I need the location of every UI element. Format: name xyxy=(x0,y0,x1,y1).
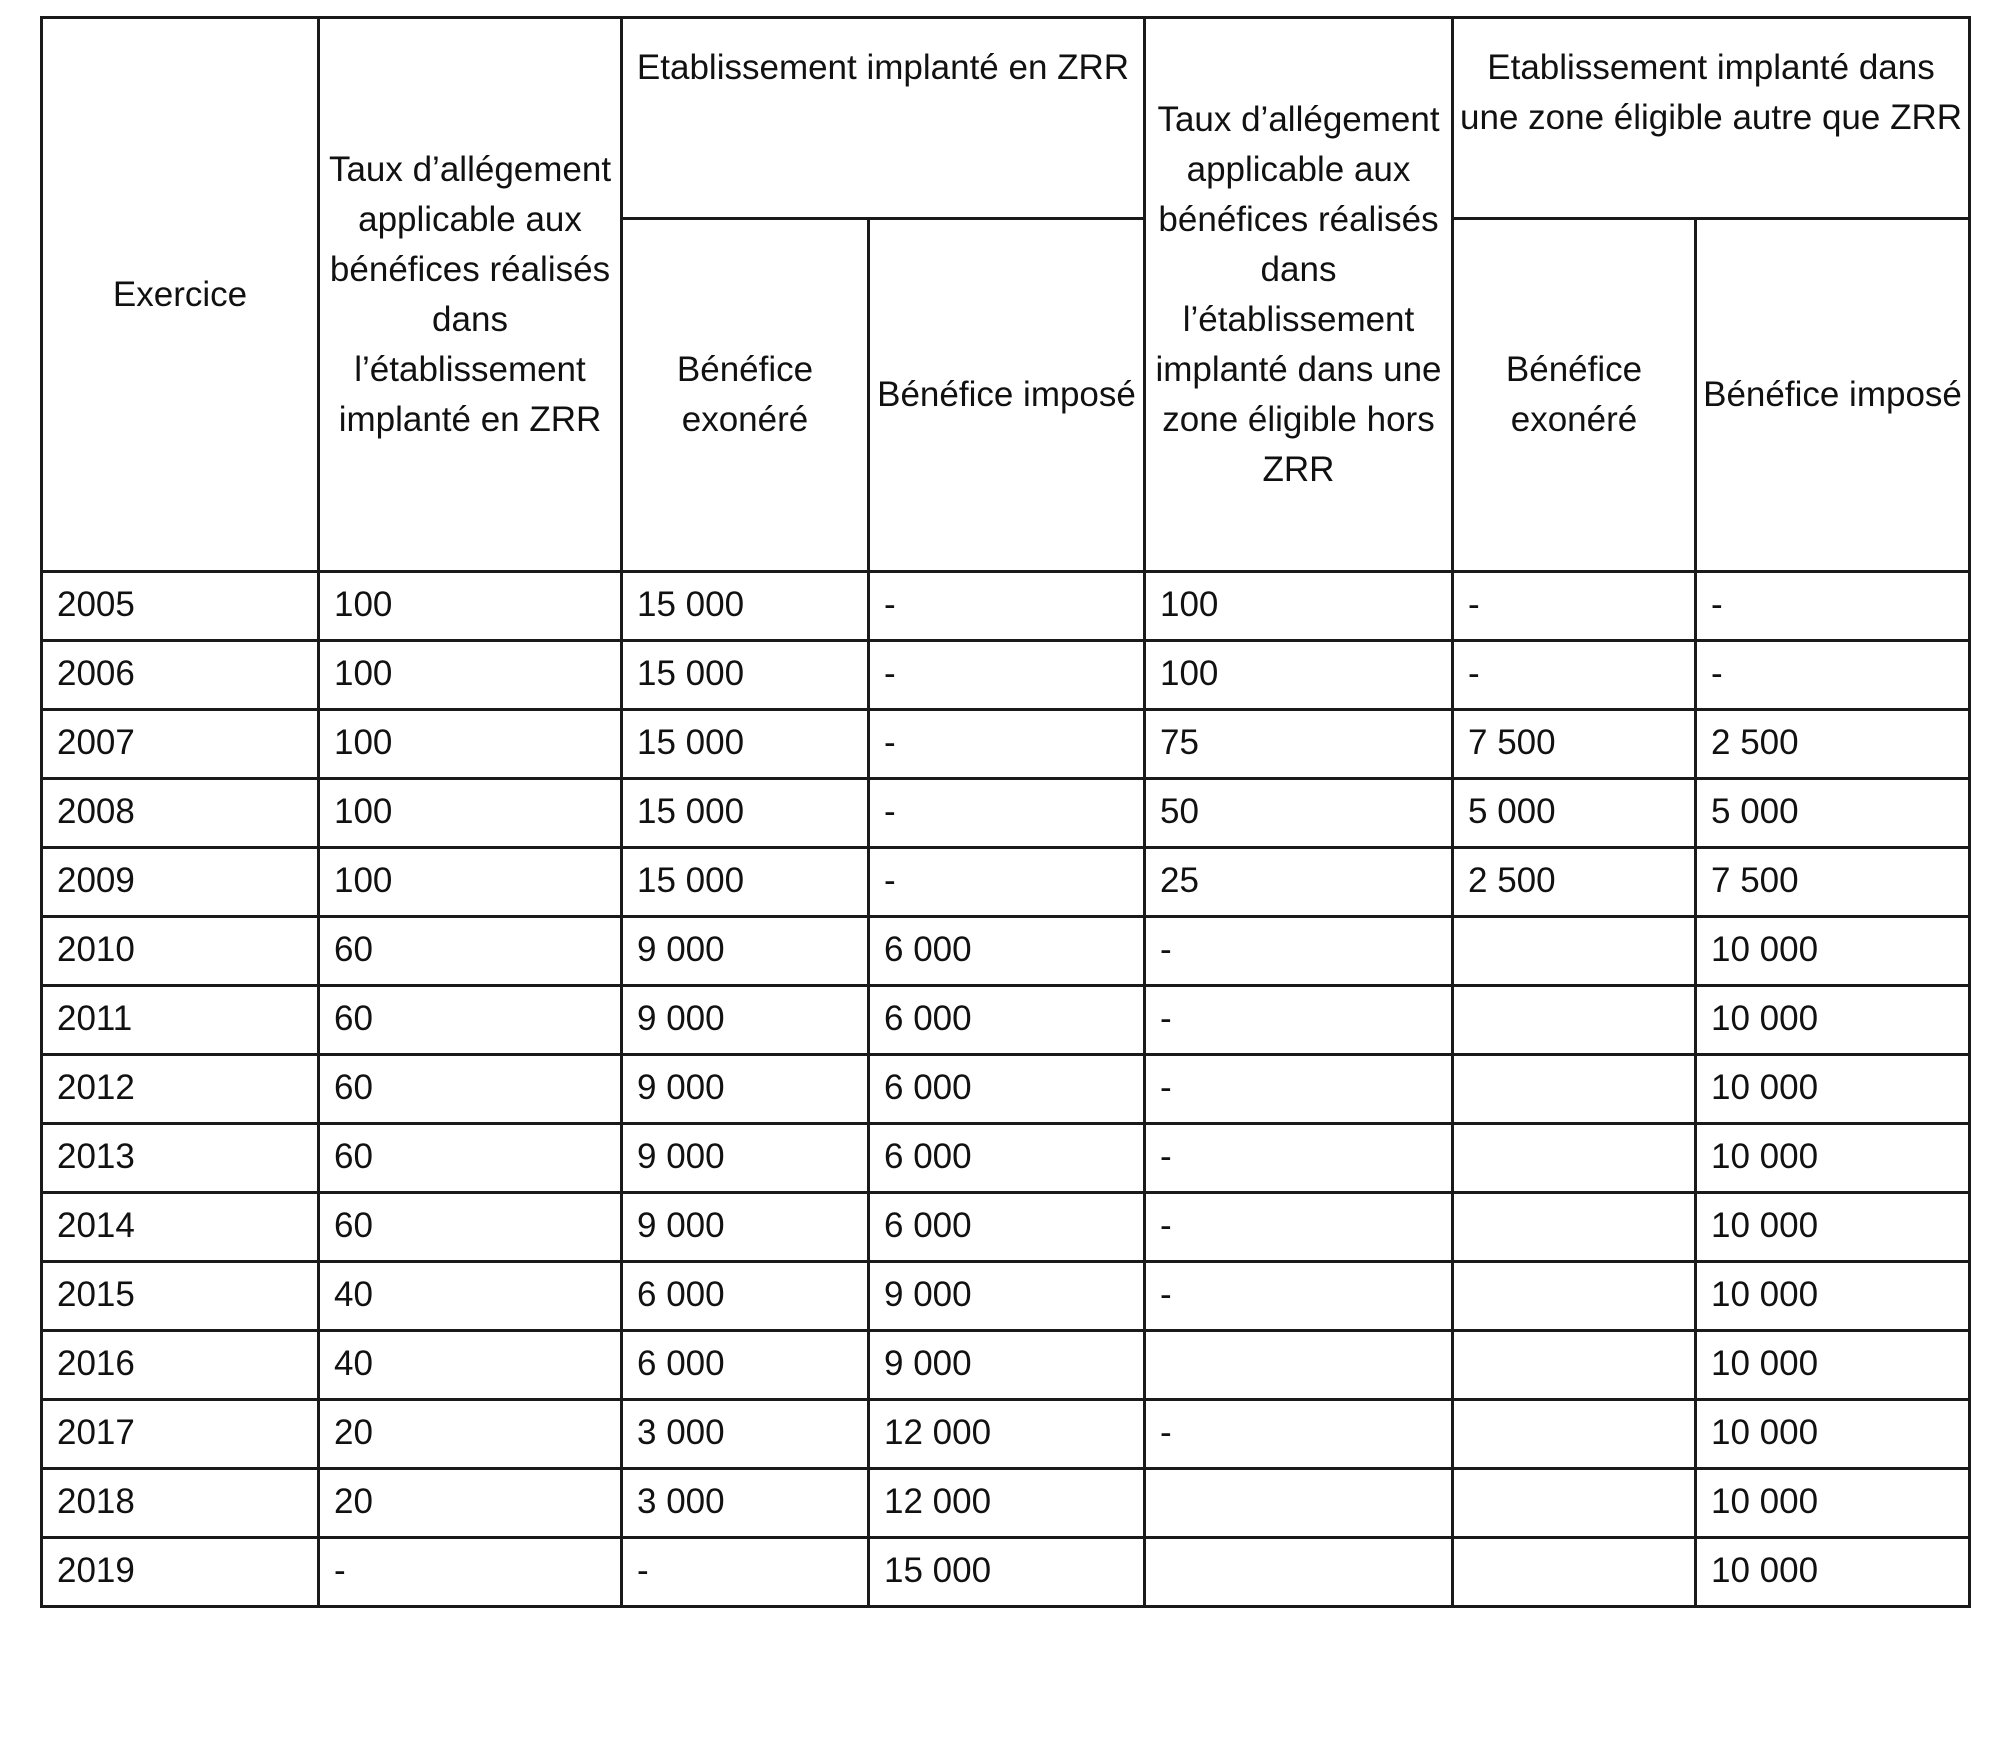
benefice-exonere-zrr-cell: 9 000 xyxy=(622,986,869,1055)
benefice-exonere-zrr-cell: 6 000 xyxy=(622,1331,869,1400)
benefice-impose-autre-cell: 10 000 xyxy=(1696,1262,1970,1331)
taux-zrr-cell: 20 xyxy=(319,1469,622,1538)
exercice-cell: 2005 xyxy=(42,572,319,641)
benefice-impose-autre-cell: - xyxy=(1696,572,1970,641)
benefice-exonere-zrr-cell: 6 000 xyxy=(622,1262,869,1331)
benefice-impose-autre-cell: 2 500 xyxy=(1696,710,1970,779)
header-benefice-exonere-autre: Bénéfice exonéré xyxy=(1453,219,1696,572)
benefice-exonere-zrr-cell: 9 000 xyxy=(622,1055,869,1124)
exercice-cell: 2018 xyxy=(42,1469,319,1538)
table-row xyxy=(42,1055,1970,1124)
exercice-cell: 2019 xyxy=(42,1538,319,1607)
benefice-impose-autre-cell: 10 000 xyxy=(1696,917,1970,986)
benefice-impose-zrr-cell: 6 000 xyxy=(869,1193,1145,1262)
benefice-exonere-zrr-cell: 9 000 xyxy=(622,917,869,986)
exercice-cell: 2015 xyxy=(42,1262,319,1331)
table-row xyxy=(42,917,1970,986)
header-taux-hors-zrr: Taux d’allégement applicable aux bénéfices réalisés dans l’établissement implanté dans une zone éligible hors ZRR xyxy=(1145,18,1453,572)
benefice-impose-autre-cell: 10 000 xyxy=(1696,1331,1970,1400)
benefice-impose-zrr-cell: - xyxy=(869,641,1145,710)
exercice-cell: 2012 xyxy=(42,1055,319,1124)
benefice-exonere-autre-cell xyxy=(1453,1400,1696,1469)
benefice-exonere-autre-cell xyxy=(1453,986,1696,1055)
taux-zrr-cell: 20 xyxy=(319,1400,622,1469)
benefice-impose-autre-cell: 10 000 xyxy=(1696,1055,1970,1124)
benefice-impose-zrr-cell: 6 000 xyxy=(869,1124,1145,1193)
benefice-impose-zrr-cell: 6 000 xyxy=(869,986,1145,1055)
benefice-impose-zrr-cell: 6 000 xyxy=(869,917,1145,986)
benefice-impose-autre-cell: - xyxy=(1696,641,1970,710)
exercice-cell: 2013 xyxy=(42,1124,319,1193)
table-row xyxy=(42,848,1970,917)
taux-hors-zrr-cell: - xyxy=(1145,1193,1453,1262)
benefice-impose-zrr-cell: 12 000 xyxy=(869,1469,1145,1538)
benefice-exonere-autre-cell: 7 500 xyxy=(1453,710,1696,779)
taux-zrr-cell: 40 xyxy=(319,1262,622,1331)
benefice-exonere-autre-cell xyxy=(1453,1193,1696,1262)
benefice-exonere-autre-cell: - xyxy=(1453,641,1696,710)
benefice-exonere-autre-cell xyxy=(1453,917,1696,986)
taux-hors-zrr-cell xyxy=(1145,1469,1453,1538)
taux-zrr-cell: 40 xyxy=(319,1331,622,1400)
header-benefice-exonere-zrr: Bénéfice exonéré xyxy=(622,219,869,572)
benefice-exonere-zrr-cell: 3 000 xyxy=(622,1400,869,1469)
benefice-exonere-autre-cell: 5 000 xyxy=(1453,779,1696,848)
benefice-exonere-autre-cell xyxy=(1453,1262,1696,1331)
header-etablissement-autre-zone: Etablissement implanté dans une zone éligible autre que ZRR xyxy=(1453,18,1970,219)
exercice-cell: 2006 xyxy=(42,641,319,710)
benefice-impose-zrr-cell: 9 000 xyxy=(869,1331,1145,1400)
table-body xyxy=(42,572,1970,1607)
taux-zrr-cell: 100 xyxy=(319,572,622,641)
table-row xyxy=(42,1193,1970,1262)
taux-hors-zrr-cell: - xyxy=(1145,1124,1453,1193)
table-row xyxy=(42,1262,1970,1331)
taux-hors-zrr-cell xyxy=(1145,1331,1453,1400)
taux-zrr-cell: 60 xyxy=(319,917,622,986)
taux-hors-zrr-cell: - xyxy=(1145,1055,1453,1124)
benefice-exonere-zrr-cell: 9 000 xyxy=(622,1193,869,1262)
table-row xyxy=(42,1400,1970,1469)
header-exercice: Exercice xyxy=(42,18,319,572)
benefice-impose-autre-cell: 10 000 xyxy=(1696,1124,1970,1193)
taux-hors-zrr-cell xyxy=(1145,1538,1453,1607)
table-row xyxy=(42,779,1970,848)
taux-hors-zrr-cell: - xyxy=(1145,1262,1453,1331)
header-taux-zrr: Taux d’allégement applicable aux bénéfices réalisés dans l’établissement implanté en ZRR xyxy=(319,18,622,572)
taux-zrr-cell: 100 xyxy=(319,641,622,710)
taux-zrr-cell: - xyxy=(319,1538,622,1607)
taux-hors-zrr-cell: 75 xyxy=(1145,710,1453,779)
benefice-impose-autre-cell: 10 000 xyxy=(1696,1538,1970,1607)
benefice-exonere-zrr-cell: 15 000 xyxy=(622,572,869,641)
benefice-impose-zrr-cell: 9 000 xyxy=(869,1262,1145,1331)
exercice-cell: 2009 xyxy=(42,848,319,917)
benefice-impose-autre-cell: 7 500 xyxy=(1696,848,1970,917)
benefice-impose-zrr-cell: - xyxy=(869,572,1145,641)
taux-hors-zrr-cell: - xyxy=(1145,986,1453,1055)
benefice-exonere-zrr-cell: 3 000 xyxy=(622,1469,869,1538)
benefice-exonere-autre-cell xyxy=(1453,1331,1696,1400)
taux-hors-zrr-cell: - xyxy=(1145,1400,1453,1469)
exercice-cell: 2008 xyxy=(42,779,319,848)
exercice-cell: 2016 xyxy=(42,1331,319,1400)
table-row xyxy=(42,1124,1970,1193)
table-row xyxy=(42,1538,1970,1607)
table-row xyxy=(42,710,1970,779)
benefice-exonere-zrr-cell: 15 000 xyxy=(622,848,869,917)
taux-zrr-cell: 60 xyxy=(319,986,622,1055)
allegement-table xyxy=(40,16,1971,1608)
table-row xyxy=(42,1331,1970,1400)
header-benefice-impose-autre: Bénéfice imposé xyxy=(1696,219,1970,572)
benefice-impose-autre-cell: 10 000 xyxy=(1696,1400,1970,1469)
exercice-cell: 2010 xyxy=(42,917,319,986)
exercice-cell: 2011 xyxy=(42,986,319,1055)
benefice-impose-zrr-cell: - xyxy=(869,779,1145,848)
benefice-impose-zrr-cell: - xyxy=(869,848,1145,917)
benefice-exonere-zrr-cell: 15 000 xyxy=(622,779,869,848)
benefice-impose-zrr-cell: 6 000 xyxy=(869,1055,1145,1124)
benefice-exonere-zrr-cell: 9 000 xyxy=(622,1124,869,1193)
table-row xyxy=(42,641,1970,710)
taux-hors-zrr-cell: 25 xyxy=(1145,848,1453,917)
table-row xyxy=(42,572,1970,641)
taux-hors-zrr-cell: 100 xyxy=(1145,572,1453,641)
benefice-exonere-zrr-cell: 15 000 xyxy=(622,641,869,710)
exercice-cell: 2014 xyxy=(42,1193,319,1262)
benefice-exonere-zrr-cell: - xyxy=(622,1538,869,1607)
benefice-exonere-autre-cell xyxy=(1453,1469,1696,1538)
benefice-impose-autre-cell: 10 000 xyxy=(1696,1193,1970,1262)
benefice-impose-autre-cell: 5 000 xyxy=(1696,779,1970,848)
benefice-exonere-autre-cell: 2 500 xyxy=(1453,848,1696,917)
benefice-impose-zrr-cell: 15 000 xyxy=(869,1538,1145,1607)
benefice-impose-autre-cell: 10 000 xyxy=(1696,986,1970,1055)
benefice-exonere-autre-cell: - xyxy=(1453,572,1696,641)
header-benefice-impose-zrr: Bénéfice imposé xyxy=(869,219,1145,572)
exercice-cell: 2007 xyxy=(42,710,319,779)
benefice-exonere-zrr-cell: 15 000 xyxy=(622,710,869,779)
benefice-impose-zrr-cell: 12 000 xyxy=(869,1400,1145,1469)
taux-zrr-cell: 100 xyxy=(319,710,622,779)
benefice-impose-autre-cell: 10 000 xyxy=(1696,1469,1970,1538)
table-header xyxy=(42,18,1970,572)
taux-zrr-cell: 100 xyxy=(319,848,622,917)
benefice-exonere-autre-cell xyxy=(1453,1055,1696,1124)
table-row xyxy=(42,1469,1970,1538)
benefice-exonere-autre-cell xyxy=(1453,1538,1696,1607)
benefice-impose-zrr-cell: - xyxy=(869,710,1145,779)
benefice-exonere-autre-cell xyxy=(1453,1124,1696,1193)
taux-zrr-cell: 100 xyxy=(319,779,622,848)
taux-zrr-cell: 60 xyxy=(319,1193,622,1262)
taux-hors-zrr-cell: - xyxy=(1145,917,1453,986)
taux-zrr-cell: 60 xyxy=(319,1055,622,1124)
header-etablissement-zrr: Etablissement implanté en ZRR xyxy=(622,18,1145,219)
table-row xyxy=(42,986,1970,1055)
taux-hors-zrr-cell: 100 xyxy=(1145,641,1453,710)
taux-zrr-cell: 60 xyxy=(319,1124,622,1193)
exercice-cell: 2017 xyxy=(42,1400,319,1469)
taux-hors-zrr-cell: 50 xyxy=(1145,779,1453,848)
